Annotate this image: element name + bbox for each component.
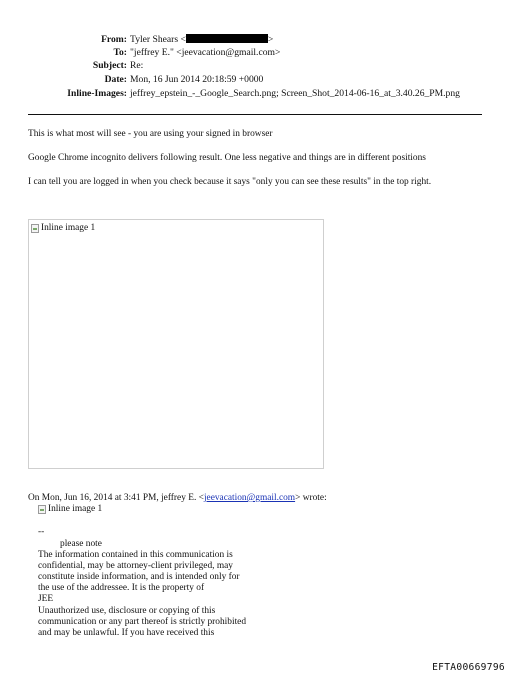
quoted-intro: On Mon, Jun 16, 2014 at 3:41 PM, jeffrey E. <jeevacation@gmail.com> wrote: xyxy=(28,493,327,503)
signature-dash: -- xyxy=(38,527,45,537)
to-value: "jeffrey E." <jeevacation@gmail.com> xyxy=(130,47,281,58)
from-value: Tyler Shears < > xyxy=(130,34,274,45)
disclaimer-line-6: Unauthorized use, disclosure or copying of this xyxy=(38,606,216,616)
to-label: To: xyxy=(113,47,127,58)
inline-images-value: jeffrey_epstein_-_Google_Search.png; Screen_Shot_2014-06-16_at_3.40.26_PM.png xyxy=(130,88,460,99)
body-paragraph-2: Google Chrome incognito delivers following result. One less negative and things are in different positions xyxy=(28,153,426,163)
disclaimer-line-2: confidential, may be attorney-client privileged, may xyxy=(38,561,233,571)
quoted-inline-image-placeholder[interactable] xyxy=(38,503,102,515)
disclaimer-line-5: JEE xyxy=(38,594,54,604)
body-paragraph-1: This is what most will see - you are using your signed in browser xyxy=(28,129,273,139)
subject-value: Re: xyxy=(130,60,144,71)
redaction-bar xyxy=(186,34,268,43)
inline-image-alt: Inline image 1 xyxy=(41,223,96,233)
quoted-inline-image-alt: Inline image 1 xyxy=(48,504,103,514)
disclaimer-line-1: The information contained in this communication is xyxy=(38,550,233,560)
inline-image-placeholder xyxy=(31,222,95,234)
broken-image-icon xyxy=(38,505,46,514)
inline-images-label: Inline-Images: xyxy=(67,88,127,99)
subject-label: Subject: xyxy=(92,60,127,71)
inline-image-frame[interactable] xyxy=(28,219,324,469)
signature-note: please note xyxy=(60,539,102,549)
disclaimer-line-4: the use of the addressee. It is the property of xyxy=(38,583,205,593)
disclaimer-line-3: constitute inside information, and is intended only for xyxy=(38,572,240,582)
email-link[interactable]: jeevacation@gmail.com xyxy=(203,493,296,503)
date-label: Date: xyxy=(104,74,127,85)
disclaimer-line-8: and may be unlawful. If you have received this xyxy=(38,628,215,638)
disclaimer-line-7: communication or any part thereof is strictly prohibited xyxy=(38,617,247,627)
body-paragraph-3: I can tell you are logged in when you check because it says "only you can see these results" in the top right. xyxy=(28,177,432,187)
header-divider xyxy=(28,114,482,115)
bates-number: EFTA00669796 xyxy=(432,662,505,673)
from-label: From: xyxy=(101,34,127,45)
broken-image-icon xyxy=(31,224,39,233)
date-value: Mon, 16 Jun 2014 20:18:59 +0000 xyxy=(130,74,264,85)
